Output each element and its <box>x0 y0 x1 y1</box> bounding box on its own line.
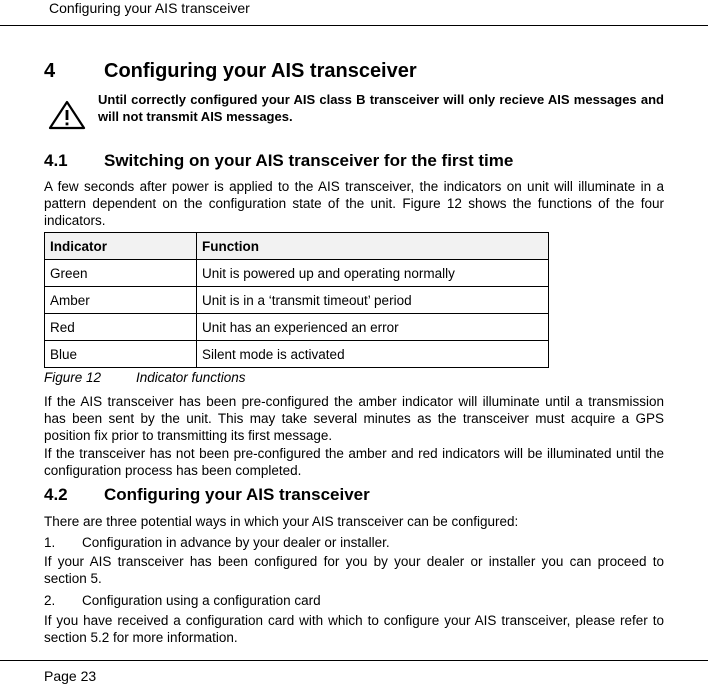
page-number: Page 23 <box>44 668 97 684</box>
list-item <box>44 534 390 551</box>
list-text: Configuration using a configuration card <box>82 593 321 608</box>
table-cell: Silent mode is activated <box>197 341 549 368</box>
intro-paragraph: A few seconds after power is applied to the AIS transceiver, the indicators on unit will illuminate in a pattern dependent on the configuration state of the unit. Figure 12 shows the functions of the four indicators. <box>44 179 664 228</box>
footer-rule <box>0 660 708 661</box>
paragraph-preconfigured: If the AIS transceiver has been pre-configured the amber indicator will illuminate until a transmission has been sent by the unit. This may take several minutes as the transceiver must acquire a GPS position fix prior to transmitting its first message. <box>44 394 664 443</box>
table-row <box>45 287 549 314</box>
chapter-title: Configuring your AIS transceiver <box>104 60 417 82</box>
table-row <box>45 314 549 341</box>
indicator-table <box>44 232 549 368</box>
table-cell: Unit is in a ‘transmit timeout’ period <box>197 287 549 314</box>
figure-label: Figure 12 <box>44 370 102 385</box>
section-number: 4.2 <box>44 485 68 504</box>
table-row <box>45 341 549 368</box>
section-intro: There are three potential ways in which your AIS transceiver can be configured: <box>44 514 519 529</box>
list-number: 1. <box>44 535 56 550</box>
list-item-paragraph: If you have received a configuration card with which to configure your AIS transceiver, please refer to section 5.2 for more information. <box>44 613 664 645</box>
table-cell: Green <box>45 260 197 287</box>
column-header: Function <box>197 233 549 260</box>
running-header: Configuring your AIS transceiver <box>49 0 250 16</box>
table-cell: Blue <box>45 341 197 368</box>
header-rule <box>0 25 708 26</box>
section-title: Switching on your AIS transceiver for the first time <box>104 151 514 170</box>
list-item-paragraph: If your AIS transceiver has been configured for you by your dealer or installer you can proceed to section 5. <box>44 554 664 586</box>
chapter-number: 4 <box>44 60 56 82</box>
table-row <box>45 260 549 287</box>
table-cell: Amber <box>45 287 197 314</box>
table-cell: Unit is powered up and operating normally <box>197 260 549 287</box>
section-title: Configuring your AIS transceiver <box>104 485 370 504</box>
column-header: Indicator <box>45 233 197 260</box>
list-text: Configuration in advance by your dealer or installer. <box>82 535 390 550</box>
table-cell: Red <box>45 314 197 341</box>
list-item <box>44 592 321 609</box>
list-number: 2. <box>44 593 56 608</box>
table-header-row <box>45 233 549 260</box>
section-number: 4.1 <box>44 151 68 170</box>
figure-caption-text: Indicator functions <box>136 370 246 385</box>
figure-caption <box>44 370 246 385</box>
paragraph-not-preconfigured: If the transceiver has not been pre-configured the amber and red indicators will be illuminated until the configuration process has been completed. <box>44 446 664 478</box>
warning-triangle-icon <box>48 100 86 130</box>
warning-text: Until correctly configured your AIS class B transceiver will only recieve AIS messages and will not transmit AIS messages. <box>98 92 664 124</box>
table-cell: Unit has an experienced an error <box>197 314 549 341</box>
